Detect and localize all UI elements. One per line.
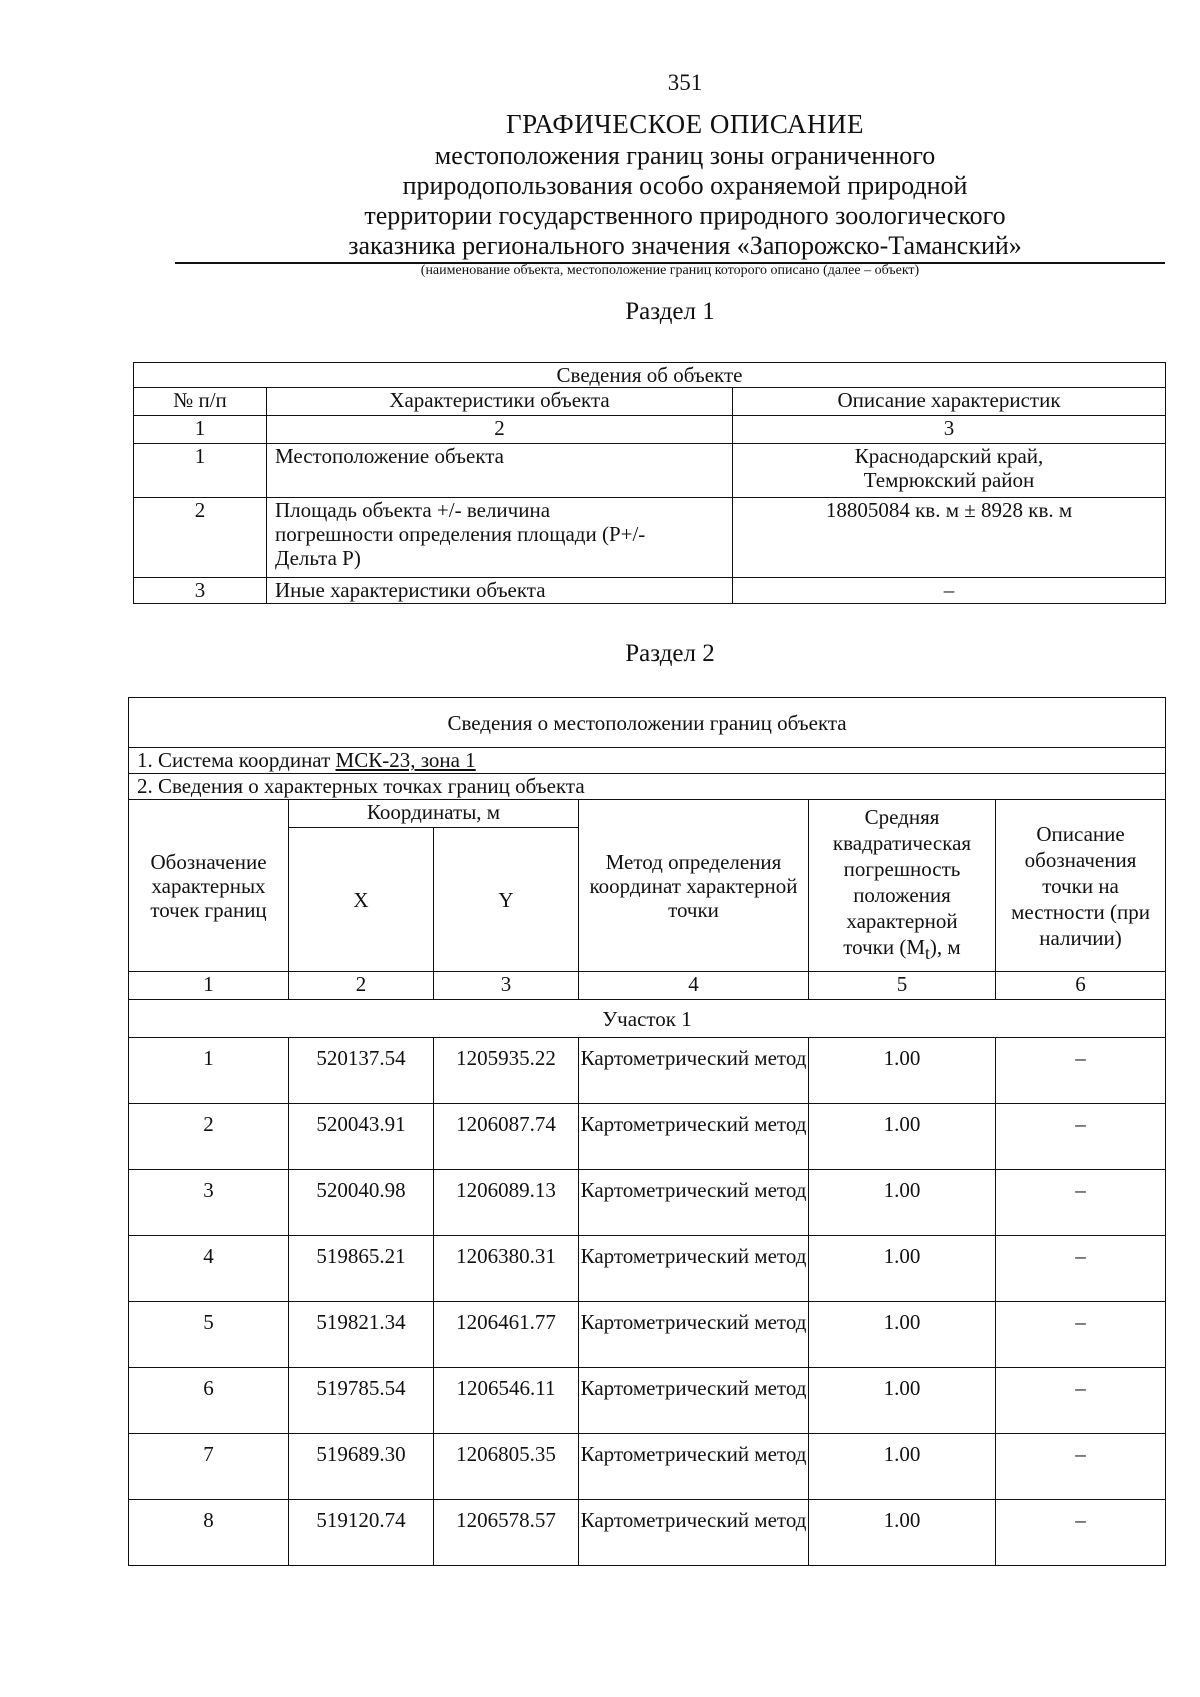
column-number: 4 (579, 972, 809, 1000)
point-description: – (996, 1368, 1166, 1434)
determination-method: Картометрический метод (579, 1434, 809, 1500)
boundary-points-table (128, 697, 1166, 1566)
column-number: 2 (267, 416, 733, 444)
table-title: Сведения о местоположении границ объекта (129, 698, 1166, 748)
table-row (134, 498, 1166, 578)
row-number: 2 (134, 498, 267, 578)
row-number: 3 (134, 578, 267, 604)
column-number: 5 (809, 972, 996, 1000)
point-number: 2 (129, 1104, 289, 1170)
coordinate-y: 1206805.35 (434, 1434, 579, 1500)
coordinate-y: 1206089.13 (434, 1170, 579, 1236)
header-cell: Координаты, м (289, 800, 579, 828)
accuracy-value: 1.00 (809, 1170, 996, 1236)
column-number: 2 (289, 972, 434, 1000)
coordinate-system-value: МСК-23, зона 1 (335, 748, 476, 772)
coordinate-x: 519785.54 (289, 1368, 434, 1434)
header-cell: Характеристики объекта (267, 388, 733, 416)
header-subscript: t (925, 943, 930, 964)
header-cell: № п/п (134, 388, 267, 416)
header-cell: Y (434, 828, 579, 972)
accuracy-value: 1.00 (809, 1434, 996, 1500)
header-cell: Метод определения координат характерной точки (579, 800, 809, 972)
header-cell (809, 800, 996, 972)
characteristic-value: 18805084 кв. м ± 8928 кв. м (733, 498, 1166, 578)
table-row (134, 578, 1166, 604)
characteristic-name: Площадь объекта +/- величина погрешности определения площади (Р+/- Дельта Р) (267, 498, 733, 578)
column-number: 1 (134, 416, 267, 444)
determination-method: Картометрический метод (579, 1500, 809, 1566)
coordinate-x: 519120.74 (289, 1500, 434, 1566)
document-title (170, 107, 1200, 261)
title-main: ГРАФИЧЕСКОЕ ОПИСАНИЕ (505, 109, 865, 139)
coordinate-y: 1206461.77 (434, 1302, 579, 1368)
coordinate-x: 520040.98 (289, 1170, 434, 1236)
point-description: – (996, 1302, 1166, 1368)
determination-method: Картометрический метод (579, 1302, 809, 1368)
title-line: заказника регионального значения «Запорожско-Таманский» (348, 231, 1022, 260)
title-line: природопользования особо охраняемой природной (402, 171, 968, 200)
object-info-table (133, 362, 1166, 604)
point-number: 8 (129, 1500, 289, 1566)
column-number: 1 (129, 972, 289, 1000)
header-text: Средняя квадратическая погрешность положения характерной точки (M (832, 805, 972, 960)
table-row (129, 1170, 1166, 1236)
column-number: 3 (434, 972, 579, 1000)
coordinate-y: 1206087.74 (434, 1104, 579, 1170)
plot-label: Участок 1 (129, 1000, 1166, 1038)
table-row (129, 1236, 1166, 1302)
header-text: ), м (929, 935, 961, 960)
column-number: 6 (996, 972, 1166, 1000)
table-row (129, 1038, 1166, 1104)
coordinate-x: 519865.21 (289, 1236, 434, 1302)
accuracy-value: 1.00 (809, 1500, 996, 1566)
coordinate-y: 1206578.57 (434, 1500, 579, 1566)
header-cell: X (289, 828, 434, 972)
point-number: 7 (129, 1434, 289, 1500)
characteristic-name: Местоположение объекта (267, 444, 733, 498)
accuracy-value: 1.00 (809, 1368, 996, 1434)
coordinate-x: 520043.91 (289, 1104, 434, 1170)
column-number: 3 (733, 416, 1166, 444)
coordinate-y: 1206380.31 (434, 1236, 579, 1302)
section2-heading: Раздел 2 (625, 640, 715, 667)
header-cell: Описание обозначения точки на местности (при наличии) (996, 800, 1166, 972)
table-row (129, 1104, 1166, 1170)
point-description: – (996, 1038, 1166, 1104)
accuracy-value: 1.00 (809, 1104, 996, 1170)
header-cell: Обозначение характерных точек границ (129, 800, 289, 972)
title-line: территории государственного природного зоологического (364, 201, 1006, 230)
point-number: 5 (129, 1302, 289, 1368)
table-row (129, 1434, 1166, 1500)
title-line: местоположения границ зоны ограниченного (434, 141, 936, 170)
point-number: 6 (129, 1368, 289, 1434)
point-description: – (996, 1170, 1166, 1236)
accuracy-value: 1.00 (809, 1302, 996, 1368)
characteristic-value: Краснодарский край, Темрюкский район (733, 444, 1166, 498)
determination-method: Картометрический метод (579, 1170, 809, 1236)
page-number: 351 (667, 70, 703, 95)
accuracy-value: 1.00 (809, 1038, 996, 1104)
characteristic-name: Иные характеристики объекта (267, 578, 733, 604)
point-description: – (996, 1434, 1166, 1500)
point-description: – (996, 1104, 1166, 1170)
points-info-row: 2. Сведения о характерных точках границ объекта (129, 774, 1166, 800)
table-row (129, 1368, 1166, 1434)
determination-method: Картометрический метод (579, 1236, 809, 1302)
coordinate-system-label: 1. Система координат (137, 748, 336, 772)
header-cell: Описание характеристик (733, 388, 1166, 416)
determination-method: Картометрический метод (579, 1104, 809, 1170)
point-description: – (996, 1236, 1166, 1302)
coordinate-system-row (129, 748, 1166, 774)
table-row (134, 444, 1166, 498)
characteristic-value: – (733, 578, 1166, 604)
table-title: Сведения об объекте (134, 363, 1166, 388)
determination-method: Картометрический метод (579, 1368, 809, 1434)
section1-heading: Раздел 1 (625, 298, 715, 325)
point-description: – (996, 1500, 1166, 1566)
table-row (129, 1302, 1166, 1368)
coordinate-x: 519689.30 (289, 1434, 434, 1500)
coordinate-x: 520137.54 (289, 1038, 434, 1104)
row-number: 1 (134, 444, 267, 498)
coordinate-x: 519821.34 (289, 1302, 434, 1368)
title-note: (наименование объекта, местоположение границ которого описано (далее – объект) (420, 263, 920, 278)
point-number: 4 (129, 1236, 289, 1302)
coordinate-y: 1206546.11 (434, 1368, 579, 1434)
accuracy-value: 1.00 (809, 1236, 996, 1302)
table-row (129, 1500, 1166, 1566)
coordinate-y: 1205935.22 (434, 1038, 579, 1104)
point-number: 3 (129, 1170, 289, 1236)
determination-method: Картометрический метод (579, 1038, 809, 1104)
point-number: 1 (129, 1038, 289, 1104)
